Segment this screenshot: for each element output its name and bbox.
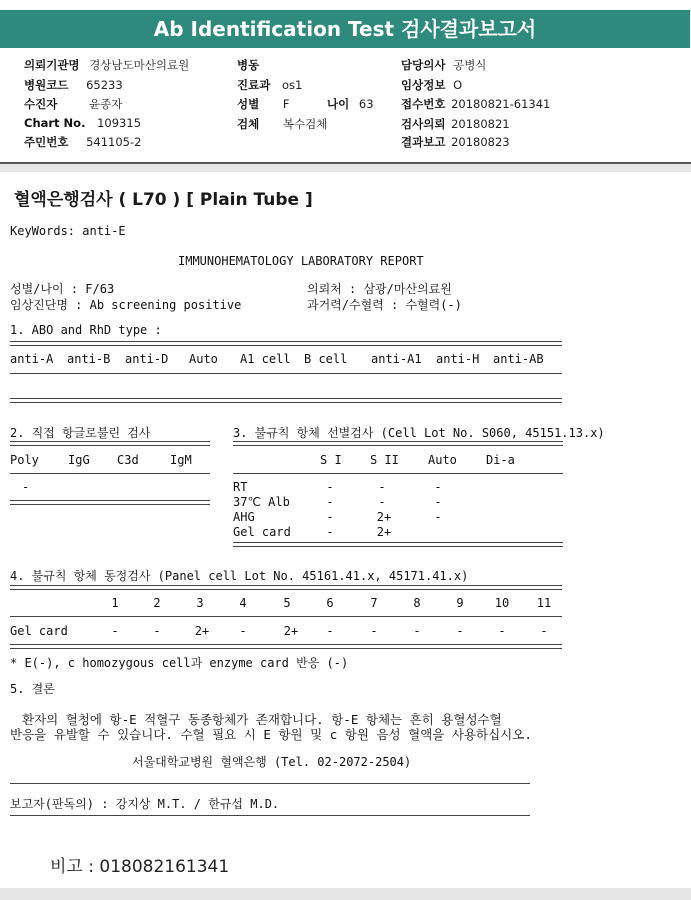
ward-field xyxy=(237,57,259,73)
section-2-title: 2. 직접 항글로불린 검사 xyxy=(10,426,151,440)
doctor-value: 공병식 xyxy=(453,58,487,72)
section-2-rule xyxy=(10,441,210,446)
screen-si-value: - xyxy=(326,495,334,509)
specimen-label: 검체 xyxy=(237,117,260,131)
panel-note: * E(-), c homozygous cell과 enzyme card 반응 (-) xyxy=(10,656,349,670)
abo-header-rule xyxy=(10,373,562,374)
conclusion-line-2: 반응을 유발할 수 있습니다. 수혈 필요 시 E 항원 및 c 항원 음성 혈액을 사용하십시오. xyxy=(10,727,532,742)
screen-col-auto: Auto xyxy=(428,453,457,467)
screen-auto-value: - xyxy=(434,495,442,509)
abo-col-auto: Auto xyxy=(189,352,218,366)
dat-col-poly: Poly xyxy=(10,453,39,467)
section-1-rule xyxy=(10,341,562,346)
report-date-value: 20180823 xyxy=(451,135,510,149)
section-5-title: 5. 결론 xyxy=(10,682,55,696)
screen-sii-value: - xyxy=(378,480,386,494)
screen-row-label: 37℃ Alb xyxy=(233,495,290,509)
screen-si-value: - xyxy=(326,480,334,494)
dat-header-rule xyxy=(10,473,210,474)
clinical-info-field xyxy=(401,77,462,93)
screen-col-sii: S II xyxy=(370,453,399,467)
panel-cell-value: - xyxy=(498,624,506,638)
panel-cell-header: 4 xyxy=(239,596,247,610)
section-4-rule xyxy=(10,585,562,590)
abo-col-anti-h: anti-H xyxy=(436,352,480,366)
panel-cell-header: 7 xyxy=(370,596,378,610)
report-date-field xyxy=(401,134,510,150)
header-row-2 xyxy=(24,77,123,93)
department-label: 진료과 xyxy=(237,78,271,92)
header-row-5 xyxy=(24,134,141,150)
panel-cell-header: 1 xyxy=(111,596,119,610)
screen-col-dia: Di-a xyxy=(486,453,515,467)
screen-auto-value: - xyxy=(434,480,442,494)
sex-value: F xyxy=(282,97,290,111)
screen-col-si: S I xyxy=(320,453,342,467)
remark-line: 비고 : 018082161341 xyxy=(50,857,230,877)
screen-row-label: Gel card xyxy=(233,525,291,539)
diagnosis-line: 임상진단명 : Ab screening positive xyxy=(10,298,242,312)
panel-header-rule xyxy=(10,616,562,617)
screen-sii-value: 2+ xyxy=(376,510,392,524)
screen-row-label: RT xyxy=(233,480,248,494)
dat-col-igg: IgG xyxy=(68,453,90,467)
chart-no-value: 109315 xyxy=(97,116,142,130)
panel-cell-header: 3 xyxy=(196,596,204,610)
request-date-value: 20180821 xyxy=(451,117,510,131)
panel-cell-value: - xyxy=(413,624,421,638)
request-date-field xyxy=(401,116,510,132)
sex-field xyxy=(237,96,290,112)
specimen-field xyxy=(237,116,327,132)
panel-cell-value: - xyxy=(153,624,161,638)
hospital-code-label: 병원코드 xyxy=(24,78,69,92)
test-title: 혈액은행검사 ( L70 ) [ Plain Tube ] xyxy=(14,190,313,210)
panel-cell-header: 10 xyxy=(494,596,510,610)
resident-no-label: 주민번호 xyxy=(24,135,69,149)
gray-band-top xyxy=(0,164,691,172)
referrer-line: 의뢰처 : 삼광/마산의료원 xyxy=(307,282,452,296)
specimen-value: 복수검체 xyxy=(282,117,328,131)
hospital-code-value: 65233 xyxy=(86,78,123,92)
sex-age-line: 성별/나이 : F/63 xyxy=(10,282,115,296)
panel-cell-value: - xyxy=(326,624,334,638)
screen-auto-value: - xyxy=(434,510,442,524)
receipt-no-value: 20180821-61341 xyxy=(451,97,551,111)
panel-row-label: Gel card xyxy=(10,624,68,638)
section-1-title: 1. ABO and RhD type : xyxy=(10,323,162,337)
reporter-top-rule xyxy=(10,783,530,784)
hospital-name-value: 경상남도마산의료원 xyxy=(89,58,190,72)
panel-cell-header: 2 xyxy=(153,596,161,610)
abo-col-anti-ab: anti-AB xyxy=(493,352,544,366)
section-3-rule xyxy=(233,441,563,446)
receipt-no-label: 접수번호 xyxy=(401,97,446,111)
dat-poly-value: - xyxy=(22,480,30,494)
age-label: 나이 xyxy=(327,97,350,111)
reporter-bottom-rule xyxy=(10,815,530,816)
panel-cell-header: 5 xyxy=(283,596,291,610)
section-3-title: 3. 불규칙 항체 선별검사 (Cell Lot No. S060, 45151.13.x) xyxy=(233,426,605,440)
report-banner: Ab Identification Test 검사결과보고서 xyxy=(0,10,690,48)
receipt-no-field xyxy=(401,96,550,112)
panel-cell-value: - xyxy=(239,624,247,638)
chart-no-label: Chart No. xyxy=(24,116,86,130)
section-4-title: 4. 불규칙 항체 동정검사 (Panel cell Lot No. 45161.41.x, 45171.41.x) xyxy=(10,569,469,583)
abo-col-a1-cell: A1 cell xyxy=(240,352,291,366)
panel-cell-header: 8 xyxy=(413,596,421,610)
panel-cell-value: 2+ xyxy=(194,624,210,638)
abo-col-anti-d: anti-D xyxy=(125,352,169,366)
abo-col-anti-a: anti-A xyxy=(10,352,54,366)
abo-col-anti-a1: anti-A1 xyxy=(371,352,422,366)
panel-cell-value: - xyxy=(111,624,119,638)
screen-sii-value: - xyxy=(378,495,386,509)
clinical-info-label: 임상정보 xyxy=(401,78,446,92)
screen-si-value: - xyxy=(326,510,334,524)
lab-report-title: IMMUNOHEMATOLOGY LABORATORY REPORT xyxy=(178,254,424,268)
section-2-bottom-rule xyxy=(10,500,210,505)
report-date-label: 결과보고 xyxy=(401,135,446,149)
panel-cell-header: 9 xyxy=(456,596,464,610)
screen-row-label: AHG xyxy=(233,510,255,524)
age-value: 63 xyxy=(358,97,374,111)
doctor-field xyxy=(401,57,486,73)
department-field xyxy=(237,77,302,93)
dat-col-igm: IgM xyxy=(170,453,192,467)
department-value: os1 xyxy=(281,78,303,92)
resident-no-value: 541105-2 xyxy=(86,135,142,149)
patient-value: 윤종자 xyxy=(88,97,123,111)
institution-line: 서울대학교병원 혈액은행 (Tel. 02-2072-2504) xyxy=(132,755,412,769)
gray-band-bottom xyxy=(0,888,691,900)
screen-sii-value: 2+ xyxy=(376,525,392,539)
dat-col-c3d: C3d xyxy=(117,453,139,467)
reporter-line: 보고자(판독의) : 강지상 M.T. / 한규섭 M.D. xyxy=(10,797,280,811)
section-1-bottom-rule xyxy=(10,398,562,403)
keywords: KeyWords: anti-E xyxy=(10,224,126,238)
ward-label: 병동 xyxy=(237,58,260,72)
panel-cell-value: - xyxy=(370,624,378,638)
abo-col-b-cell: B cell xyxy=(304,352,348,366)
doctor-label: 담당의사 xyxy=(401,58,446,72)
patient-label: 수진자 xyxy=(24,97,58,111)
age-field xyxy=(327,96,374,112)
sex-label: 성별 xyxy=(237,97,260,111)
section-4-bottom-rule xyxy=(10,644,562,649)
panel-cell-value: - xyxy=(456,624,464,638)
hospital-name-label: 의뢰기관명 xyxy=(24,58,80,72)
screen-header-rule xyxy=(233,473,563,474)
header-row-4 xyxy=(24,116,141,130)
history-line: 과거력/수혈력 : 수혈력(-) xyxy=(307,298,462,312)
panel-cell-value: - xyxy=(540,624,548,638)
header-row-3 xyxy=(24,96,122,112)
panel-cell-header: 11 xyxy=(536,596,552,610)
conclusion-line-1: 환자의 혈청에 항-E 적혈구 동종항체가 존재합니다. 항-E 항체는 흔히 용혈성수혈 xyxy=(22,712,502,727)
panel-cell-header: 6 xyxy=(326,596,334,610)
header-row-1 xyxy=(24,57,189,73)
panel-cell-value: 2+ xyxy=(283,624,299,638)
request-date-label: 검사의뢰 xyxy=(401,117,446,131)
clinical-info-value: O xyxy=(453,78,463,92)
section-3-bottom-rule xyxy=(233,542,563,547)
abo-col-anti-b: anti-B xyxy=(67,352,111,366)
screen-si-value: - xyxy=(326,525,334,539)
